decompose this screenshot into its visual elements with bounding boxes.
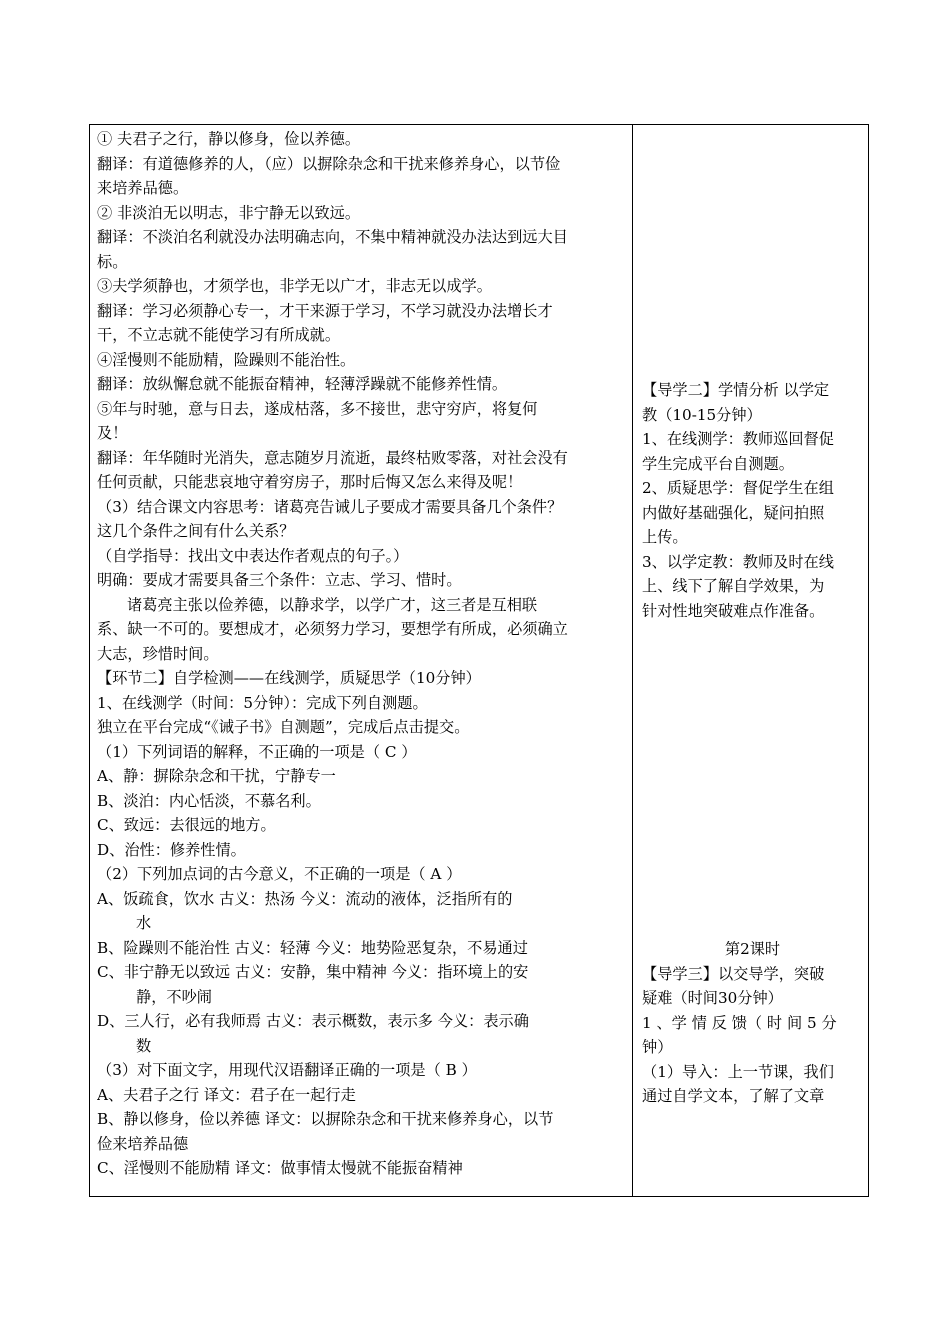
text-line: 2、质疑思学：督促学生在组 xyxy=(642,479,834,497)
option-line: D、治性：修养性情。 xyxy=(97,840,246,859)
content-column xyxy=(90,125,633,1197)
option-line: B、静以修身，俭以养德 译文：以摒除杂念和干扰来修养身心，以节 xyxy=(97,1110,554,1128)
text-line: 教（10-15分钟） xyxy=(642,405,762,424)
text-line: 任何贡献，只能悲哀地守着穷房子，那时后悔又怎么来得及呢！ xyxy=(97,473,523,491)
text-line: ① 夫君子之行，静以修身，俭以养德。 xyxy=(97,130,361,148)
option-line: D、三人行，必有我师焉 古义：表示概数，表示多 今义：表示确 xyxy=(97,1012,529,1030)
section-heading: 【导学二】学情分析 以学定 xyxy=(642,381,830,399)
question-line: （3）对下面文字，用现代汉语翻译正确的一项是（ B ） xyxy=(97,1061,477,1079)
text-line: （自学指导：找出文中表达作者观点的句子。） xyxy=(97,546,409,565)
option-line: 俭来培养品德 xyxy=(97,1134,189,1153)
option-line: A、夫君子之行 译文：君子在一起行走 xyxy=(97,1085,356,1104)
option-line: A、静：摒除杂念和干扰，宁静专一 xyxy=(97,767,336,785)
text-line: 翻译：放纵懈怠就不能振奋精神，轻薄浮躁就不能修养性情。 xyxy=(97,375,508,393)
text-line: ⑤年与时驰，意与日去，遂成枯落，多不接世，悲守穷庐，将复何 xyxy=(97,399,538,418)
text-line: ② 非淡泊无以明志，非宁静无以致远。 xyxy=(97,203,361,222)
text-line: 1、在线测学（时间：5分钟）：完成下列自测题。 xyxy=(97,693,428,712)
text-line: ④淫慢则不能励精，险躁则不能治性。 xyxy=(97,350,356,369)
text-line: 上、线下了解自学效果，为 xyxy=(642,577,825,595)
option-line: B、淡泊：内心恬淡，不慕名利。 xyxy=(97,791,321,810)
text-line: 及！ xyxy=(97,424,128,442)
text-line: 标。 xyxy=(97,252,128,271)
text-line: ③夫学须静也，才须学也，非学无以广才，非志无以成学。 xyxy=(97,277,492,295)
text-line: 诸葛亮主张以俭养德，以静求学，以学广才，这三者是互相联 xyxy=(127,595,538,614)
question-line: （1）下列词语的解释，不正确的一项是（ C ） xyxy=(97,742,417,761)
text-line: 钟） xyxy=(642,1038,673,1056)
text-line: 翻译：不淡泊名利就没办法明确志向，不集中精神就没办法达到远大目 xyxy=(97,228,568,246)
text-line: 1 、学 情 反 馈（ 时 间 5 分 xyxy=(642,1013,837,1032)
option-line: 静，不吵闹 xyxy=(136,987,212,1006)
option-line: C、非宁静无以致远 古义：安静，集中精神 今义：指环境上的安 xyxy=(97,963,529,981)
text-line: 明确：要成才需要具备三个条件：立志、学习、惜时。 xyxy=(97,571,462,589)
text-line: 翻译：年华随时光消失，意志随岁月流逝，最终枯败零落，对社会没有 xyxy=(97,448,568,467)
text-line: 这几个条件之间有什么关系？ xyxy=(97,522,295,540)
option-line: 数 xyxy=(136,1036,152,1055)
option-line: C、淫慢则不能励精 译文：做事情太慢就不能振奋精神 xyxy=(97,1159,463,1177)
text-line: 疑难（时间30分钟） xyxy=(642,989,783,1007)
text-line: 干，不立志就不能使学习有所成就。 xyxy=(97,326,340,344)
option-line: A、饭疏食，饮水 古义：热汤 今义：流动的液体，泛指所有的 xyxy=(97,889,513,908)
guidance-column xyxy=(633,125,869,1197)
text-line: 来培养品德。 xyxy=(97,179,189,197)
section-heading: 【环节二】自学检测——在线测学，质疑思学（10分钟） xyxy=(97,669,481,687)
text-line: 学生完成平台自测题。 xyxy=(642,454,794,473)
option-line: 水 xyxy=(136,914,152,932)
section-heading: 【导学三】以交导学，突破 xyxy=(642,964,825,983)
text-line: （3）结合课文内容思考：诸葛亮告诫儿子要成才需要具备几个条件？ xyxy=(97,497,563,516)
text-line: 大志，珍惜时间。 xyxy=(97,644,219,663)
text-line: 翻译：有道德修养的人，（应）以摒除杂念和干扰来修养身心，以节俭 xyxy=(97,154,561,173)
text-line: 1、在线测学：教师巡回督促 xyxy=(642,430,834,448)
text-line: （1）导入：上一节课，我们 xyxy=(642,1062,834,1081)
text-line: 系、缺一不可的。要想成才，必须努力学习，要想学有所成，必须确立 xyxy=(97,620,568,638)
text-line: 通过自学文本，了解了文章 xyxy=(642,1087,825,1105)
text-line: 针对性地突破难点作准备。 xyxy=(642,601,825,620)
text-line: 独立在平台完成“《诫子书》自测题”，完成后点击提交。 xyxy=(97,718,470,736)
lesson-period-label: 第2课时 xyxy=(724,940,781,958)
text-line: 3、以学定教：教师及时在线 xyxy=(642,552,834,571)
lesson-plan-table xyxy=(89,124,869,1197)
text-line: 内做好基础强化，疑问拍照 xyxy=(642,503,825,522)
option-line: B、险躁则不能治性 古义：轻薄 今义：地势险恶复杂，不易通过 xyxy=(97,938,528,957)
text-line: 上传。 xyxy=(642,528,688,546)
option-line: C、致远：去很远的地方。 xyxy=(97,816,276,834)
text-line: 翻译：学习必须静心专一，才干来源于学习，不学习就没办法增长才 xyxy=(97,301,553,320)
question-line: （2）下列加点词的古今意义，不正确的一项是（ A ） xyxy=(97,865,462,883)
